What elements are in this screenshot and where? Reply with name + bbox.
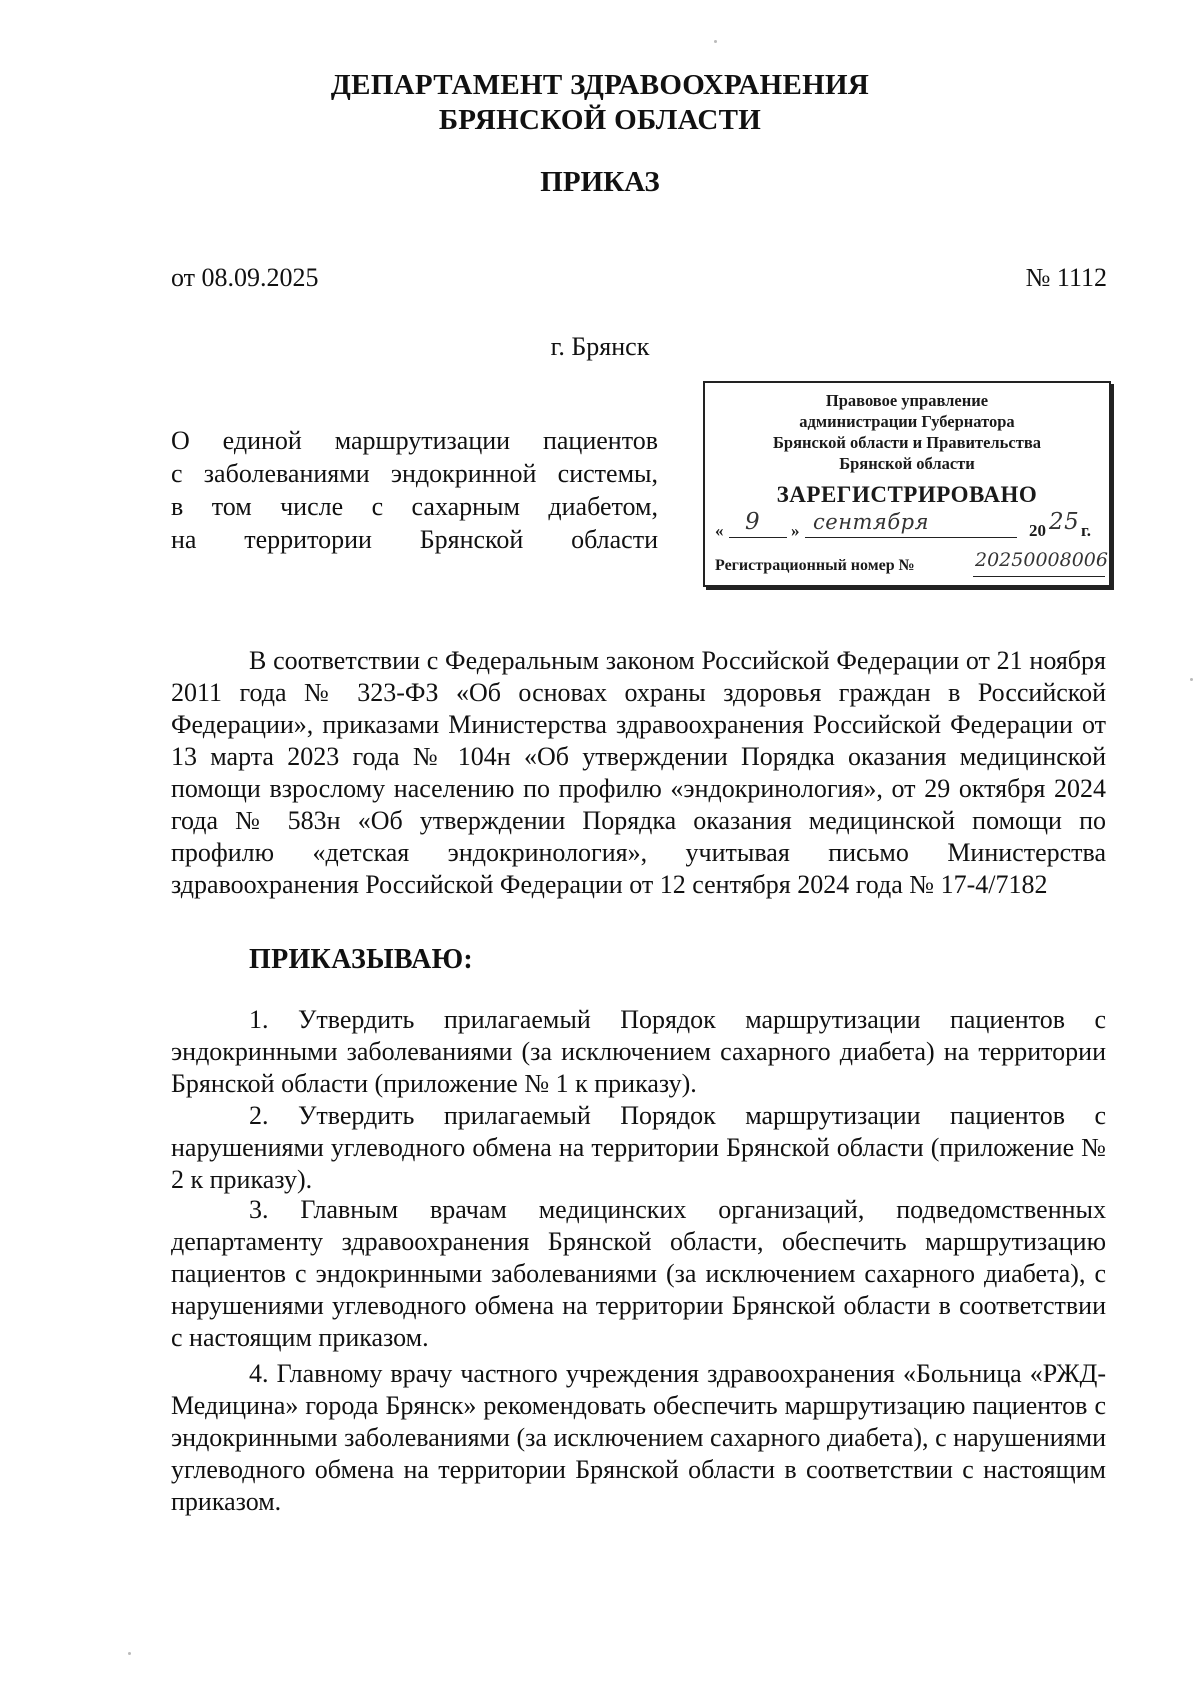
stamp-org-line3: Брянской области и Правительства [773, 433, 1041, 452]
stamp-open-quote: « [715, 521, 724, 540]
document-type-title: ПРИКАЗ [540, 166, 660, 198]
department-header [0, 68, 1200, 138]
stamp-org-line4: Брянской области [839, 454, 975, 473]
stamp-date-row [713, 509, 1105, 543]
stamp-regnum-handwritten: 20250008006 [975, 549, 1108, 571]
stamp-regnum-row [713, 549, 1108, 579]
order-item: 4. Главному врачу частного учреждения здравоохранения «Больница «РЖД-Медицина» города Брянск» рекомендовать обеспечить маршрутизацию пациентов с эндокринными заболеваниями (за исключением сахарного диабета), с нарушениями углеводного обмена на территории Брянской области в соответствии с настоящим приказом. [171, 1359, 1106, 1516]
registration-stamp [703, 381, 1111, 587]
day-underline [729, 537, 787, 538]
order-item: 3. Главным врачам медицинских организаций, подведомственных департаменту здравоохранения Брянской области, обеспечить маршрутизацию пациентов с эндокринными заболеваниями (за исключением сахарного диабета), с нарушениями углеводного обмена на территории Брянской области в соответствии с настоящим приказом. [171, 1195, 1106, 1352]
stamp-registered-label: ЗАРЕГИСТРИРОВАНО [776, 482, 1038, 507]
order-date: от 08.09.2025 [171, 263, 319, 292]
stamp-year-handwritten: 25 [1049, 509, 1080, 535]
order-city: г. Брянск [550, 332, 650, 361]
preamble-paragraph: В соответствии с Федеральным законом Российской Федерации от 21 ноября 2011 года № 323-ФЗ «Об основах охраны здоровья граждан в Российской Федерации», приказами Министерства здравоохранения Российской Федерации от 13 марта 2023 года № 104н «Об утверждении Порядка оказания медицинской помощи взрослому населению по профилю «эндокринология», от 29 октября 2024 года № 583н «Об утверждении Порядка оказания медицинской помощи по профилю «детская эндокринология», учитывая письмо Министерства здравоохранения Российской Федерации от 12 сентября 2024 года № 17-4/7182 [171, 646, 1106, 899]
order-verb: ПРИКАЗЫВАЮ: [249, 944, 474, 975]
regnum-underline [973, 576, 1105, 577]
stamp-month-handwritten: сентября [813, 510, 930, 534]
subject-line: с заболеваниями эндокринной системы, [171, 459, 658, 488]
stamp-org-line1: Правовое управление [825, 391, 989, 410]
stamp-day-handwritten: 9 [745, 509, 761, 535]
order-number: № 1112 [1025, 263, 1107, 292]
order-item: 1. Утвердить прилагаемый Порядок маршрутизации пациентов с эндокринными заболеваниями (за исключением сахарного диабета) на территории Брянской области (приложение № 1 к приказу). [171, 1005, 1106, 1098]
subject-line: на территории Брянской области [171, 525, 658, 554]
department-name-line2: БРЯНСКОЙ ОБЛАСТИ [438, 104, 762, 136]
stamp-org-line2: администрации Губернатора [799, 412, 1015, 431]
department-name-line1: ДЕПАРТАМЕНТ ЗДРАВООХРАНЕНИЯ [330, 69, 870, 101]
subject-line: О единой маршрутизации пациентов [171, 426, 658, 455]
subject-line: в том числе с сахарным диабетом, [171, 492, 658, 521]
scan-speck [714, 40, 717, 43]
order-subject [171, 424, 658, 556]
scan-speck [128, 1652, 131, 1655]
stamp-year-prefix: 20 [1029, 521, 1046, 540]
order-item: 2. Утвердить прилагаемый Порядок маршрутизации пациентов с нарушениями углеводного обмена на территории Брянской области (приложение № 2 к приказу). [171, 1101, 1106, 1194]
month-underline [805, 537, 1017, 538]
stamp-regnum-label: Регистрационный номер № [715, 557, 915, 574]
stamp-year-unit: г. [1081, 521, 1092, 540]
stamp-close-quote: » [791, 521, 800, 540]
scan-speck [1190, 678, 1193, 681]
